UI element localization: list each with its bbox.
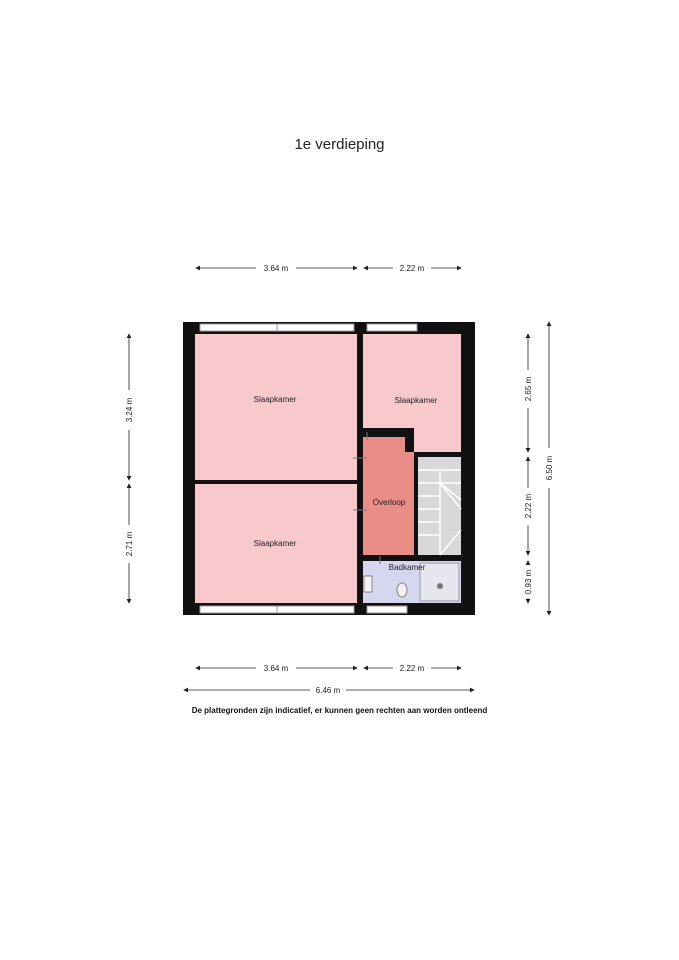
label-bedroom-bottom-left: Slaapkamer	[253, 539, 297, 548]
disclaimer-note: De plattegronden zijn indicatief, er kunnen geen rechten aan worden ontleend	[191, 706, 488, 715]
toilet-icon	[397, 583, 407, 597]
label-bedroom-top-left: Slaapkamer	[253, 395, 297, 404]
dim-right-middle: 2.22 m	[524, 493, 533, 519]
dim-left-upper: 3.24 m	[125, 397, 134, 423]
bath-shower	[420, 563, 459, 601]
dim-top-right: 2.22 m	[399, 264, 425, 273]
room-landing	[363, 437, 414, 555]
dim-bottom-right: 2.22 m	[399, 664, 425, 673]
dim-left-lower: 2.71 m	[125, 531, 134, 557]
dim-top-left: 3.64 m	[263, 264, 289, 273]
dim-right-lower: 0.93 m	[524, 569, 533, 595]
label-bathroom: Badkamer	[388, 563, 426, 572]
stairs	[418, 457, 461, 555]
dim-bottom-total: 6.46 m	[315, 686, 341, 695]
wall-notch-2	[405, 428, 414, 452]
room-bedroom-top-left	[195, 334, 357, 480]
dim-right-upper: 2.65 m	[524, 376, 533, 402]
label-bedroom-top-right: Slaapkamer	[394, 396, 438, 405]
label-landing: Overloop	[372, 498, 406, 507]
dim-right-total: 6.50 m	[545, 455, 554, 481]
dim-bottom-left: 3.64 m	[263, 664, 289, 673]
floor-title: 1e verdieping	[294, 136, 385, 153]
sink-icon	[364, 576, 372, 592]
wall-notch	[363, 428, 407, 437]
shower-head-icon	[437, 583, 443, 589]
landing-top-fill	[363, 437, 405, 452]
